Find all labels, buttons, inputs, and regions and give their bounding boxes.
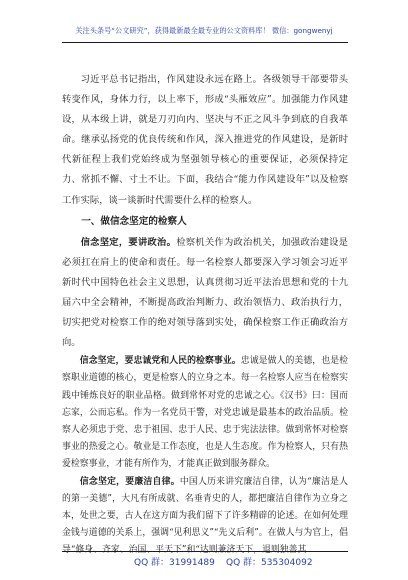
paragraph-lead: 信念坚定，要廉洁自律。 (79, 476, 180, 487)
document-body (62, 70, 348, 560)
paragraph-integrity (62, 474, 348, 560)
footer-qq-group-1: QQ 群：31991489 (134, 558, 215, 568)
header-banner: 关注头条号“公文研究”，获得最新最全最专业的公文资料库！ 微信：gongwenyj (75, 26, 333, 35)
paragraph-text: 忠诚是做人的美德，也是检察职业道德的核心，更是检察人的立身之本。每一名检察人应当在检察实践中锤炼良好的职业品格。做到常怀对党的忠诚之心。《汉书》曰：国而忘家，公而忘私。作为一名党员干警，对党忠诚是最基本的政治品质。检察人必须忠于党、忠于祖国、忠于人民、忠于宪法法律。做到常怀对检察事业的热爱之心。敬业是工作态度，也是人生态度。作为检察人，只有热爱检察事业，才能有所作为，才能真正做到服务群众。 (62, 356, 349, 470)
intro-paragraph: 习近平总书记指出，作风建设永远在路上。各级领导干部要带头转变作风，身体力行，以上率下，形成“头雁效应”。加强能力作风建设，从本级上讲，就是刀刃向内、坚决与不正之风斗争到底的自我革命。继承弘扬党的优良传统和作风，深入推进党的作风建设，是新时代新征程上我们党始终成为坚强领导核心的重要保证，必须保持定力、常抓不懈、寸土不让。下面，我结合“能力作风建设年”以及检察工作实际，谈一谈新时代需要什么样的检察人。 (62, 74, 348, 206)
page-header (0, 0, 408, 44)
paragraph-loyalty (62, 353, 348, 473)
paragraph-text: 检察机关作为政治机关，加强政治建设是必须扛在肩上的使命和责任。每一名检察人都要深入学习领会习近平新时代中国特色社会主义思想，认真贯彻习近平法治思想和党的十九届六中全会精神，不断提高政治判断力、政治领悟力、政治执行力，切实把党对检察工作的绝对领导落到实处，确保检察工作正确政治方向。 (62, 236, 348, 349)
footer-divider (62, 551, 348, 552)
paragraph-politics (62, 233, 348, 354)
paragraph-lead: 信念坚定，要忠诚党和人民的检察事业。 (79, 356, 241, 367)
footer-qq-group-2: QQ 群：535304092 (226, 558, 313, 568)
header-divider (62, 42, 348, 43)
section-heading: 一、做信念坚定的检察人 (81, 215, 187, 227)
page-footer (0, 551, 408, 571)
paragraph-text: 中国人历来讲究廉洁自律，认为“廉洁是人的第一美德”，大凡有所成就、名垂青史的人，都把廉洁自律作为立身之本，处世之要，古人在这方面为我们留下了许多精辟的论述。在如何处理金钱与道德的关系上，强调“见利思义”“先义后利”。在做人与为官上，倡导“修身、齐家、治国、平天下”和“达则兼济天下，退则独善其 (62, 476, 348, 556)
paragraph-lead: 信念坚定，要讲政治。 (80, 236, 177, 248)
